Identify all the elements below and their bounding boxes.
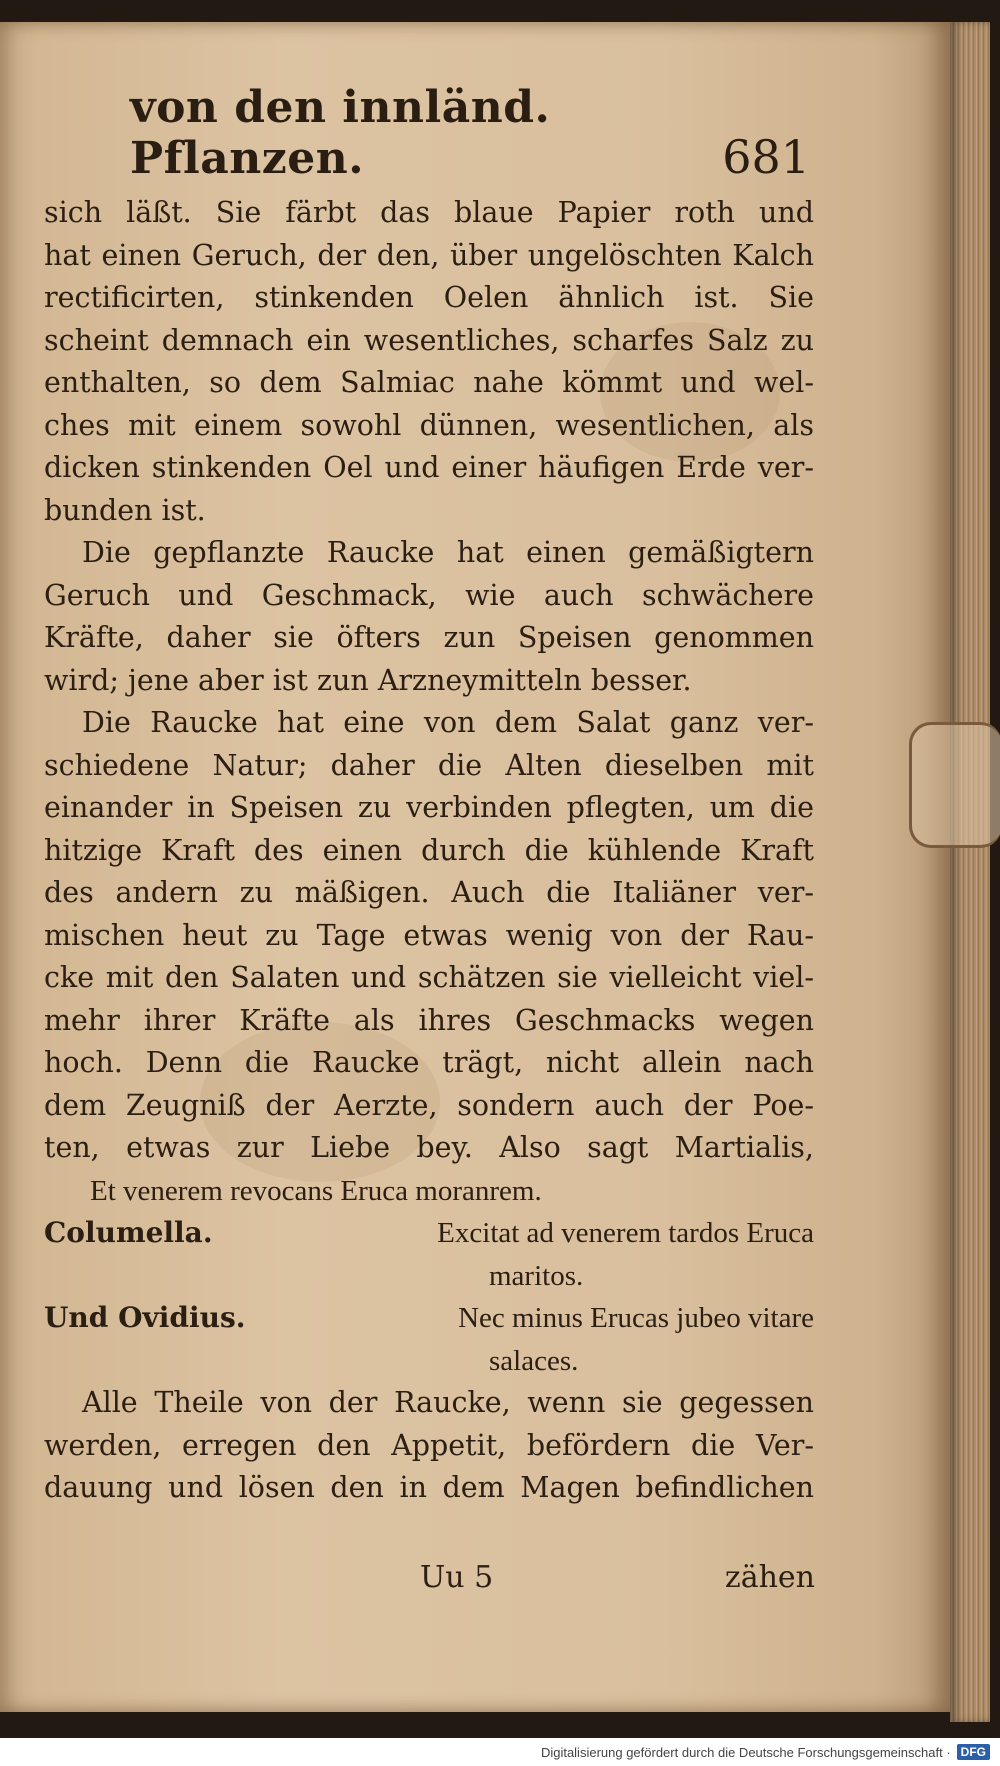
text-line: wird; jene aber ist zun Arzneymitteln besser. — [44, 663, 692, 697]
text-line: hat einen Geruch, der den, über ungelöschten Kalch — [44, 238, 814, 272]
text-line: schiedene Natur; daher die Alten dieselben mit — [44, 748, 814, 782]
text-line: einander in Speisen zu verbinden pflegten, um die — [44, 791, 814, 824]
credit-bar — [0, 1738, 1000, 1766]
text-line: Kräfte, daher sie öfters zun Speisen genommen — [44, 621, 814, 654]
text-line: dauung und lösen den in dem Magen befindlichen — [44, 1471, 814, 1504]
quote-continuation: maritos. — [489, 1259, 584, 1292]
text-line: cke mit den Salaten und schätzen sie vielleicht viel- — [44, 961, 814, 994]
quote-martialis: Et venerem revocans Eruca moranrem. — [90, 1174, 542, 1207]
page-footer — [420, 1552, 815, 1602]
body-text — [44, 192, 814, 1510]
text-line: scheint demnach ein wesentliches, scharfes Salz zu — [44, 323, 814, 357]
book-page — [0, 22, 950, 1712]
quote-columella — [44, 1212, 814, 1255]
running-head: von den innländ. Pflanzen. — [130, 82, 551, 184]
text-line: ten, etwas zur Liebe bey. Also sagt Martialis, — [44, 1131, 814, 1164]
text-line: dem Zeugniß der Aerzte, sondern auch der Poe- — [44, 1088, 814, 1122]
text-line: hoch. Denn die Raucke trägt, nicht allein nach — [44, 1046, 814, 1079]
credit-text: Digitalisierung gefördert durch die Deutsche Forschungsgemeinschaft · — [540, 1744, 951, 1760]
quote-author-label: Und Ovidius. — [44, 1301, 246, 1334]
page-header — [130, 82, 810, 184]
text-line: Geruch und Geschmack, wie auch schwächere — [44, 578, 814, 612]
paragraph-start-line: Die Raucke hat eine von dem Salat ganz ver- — [82, 706, 814, 739]
text-line: enthalten, so dem Salmiac nahe kömmt und wel- — [44, 366, 814, 399]
text-line: sich läßt. Sie färbt das blaue Papier roth und — [44, 196, 814, 229]
text-line: werden, erregen den Appetit, befördern die Ver- — [44, 1428, 814, 1462]
page-tab-marker — [909, 722, 1000, 848]
quote-text: Nec minus Erucas jubeo vitare — [458, 1302, 814, 1334]
text-line: mischen heut zu Tage etwas wenig von der Rau- — [44, 918, 814, 952]
quote-author-label: Columella. — [44, 1216, 213, 1249]
quote-text: Excitat ad venerem tardos Eruca — [437, 1217, 814, 1249]
paragraph-start-line: Alle Theile von der Raucke, wenn sie gegessen — [82, 1386, 814, 1419]
quote-continuation: salaces. — [489, 1344, 579, 1377]
text-line: dicken stinkenden Oel und einer häufigen Erde ver- — [44, 451, 814, 484]
signature-mark: Uu 5 — [420, 1559, 494, 1595]
paragraph-start-line: Die gepflanzte Raucke hat einen gemäßigtern — [82, 536, 814, 569]
text-line: mehr ihrer Kräfte als ihres Geschmacks wegen — [44, 1003, 814, 1037]
catchword: zähen — [724, 1559, 815, 1595]
text-line: ches mit einem sowohl dünnen, wesentlichen, als — [44, 408, 814, 442]
dfg-logo: DFG — [957, 1744, 990, 1760]
text-line: rectificirten, stinkenden Oelen ähnlich ist. Sie — [44, 281, 814, 314]
page-edges — [950, 22, 990, 1722]
text-line: hitzige Kraft des einen durch die kühlende Kraft — [44, 833, 814, 867]
text-line: des andern zu mäßigen. Auch die Italiäner ver- — [44, 876, 814, 909]
page-number: 681 — [722, 130, 810, 184]
quote-ovidius — [44, 1297, 814, 1340]
text-line: bunden ist. — [44, 493, 206, 527]
